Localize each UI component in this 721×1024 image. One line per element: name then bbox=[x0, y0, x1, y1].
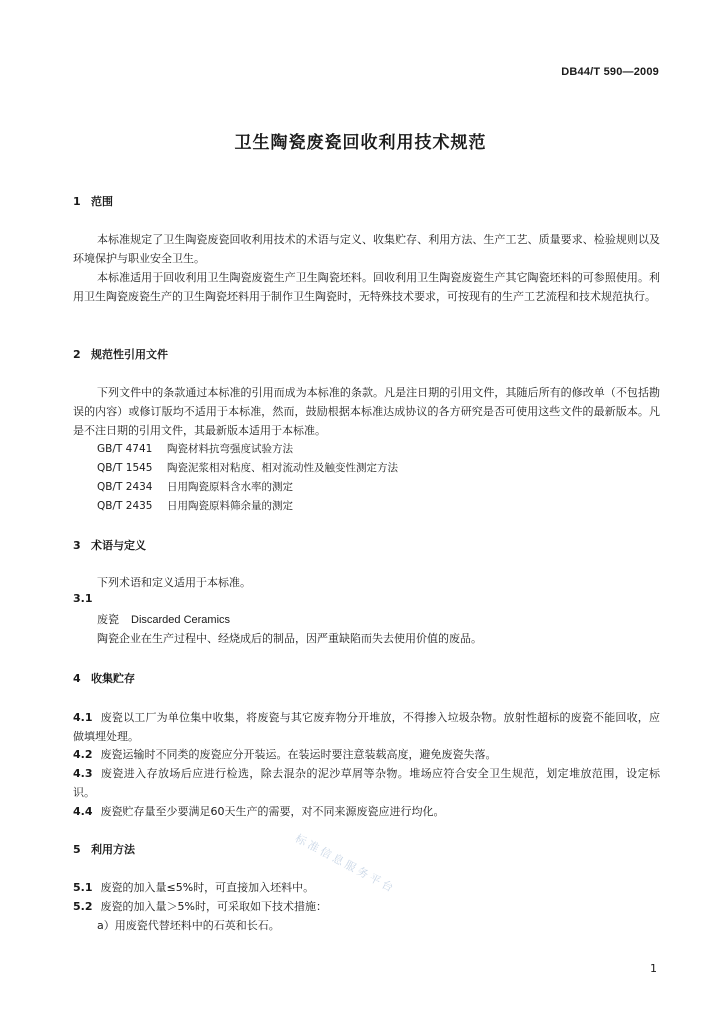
reference-item bbox=[97, 459, 398, 478]
section-1-heading bbox=[73, 193, 113, 209]
section-number: 1 bbox=[73, 195, 81, 208]
clause-text: 废瓷以工厂为单位集中收集，将废瓷与其它废弃物分开堆放，不得掺入垃圾杂物。放射性超标的废瓷不能回收，应做填埋处理。 bbox=[73, 711, 660, 743]
section-number: 5 bbox=[73, 843, 81, 856]
section-5-heading bbox=[73, 841, 135, 857]
reference-code: QB/T 2434 bbox=[97, 481, 153, 493]
section-number: 4 bbox=[73, 672, 81, 685]
clause-number: 5.1 bbox=[73, 881, 93, 894]
section-title: 范围 bbox=[91, 195, 113, 208]
standard-code: DB44/T 590—2009 bbox=[561, 66, 659, 78]
section-number: 3 bbox=[73, 539, 81, 552]
clause-text: 废瓷的加入量＞5%时，可采取如下技术措施： bbox=[100, 900, 327, 913]
reference-name: 日用陶瓷原料含水率的测定 bbox=[167, 481, 293, 493]
section-1-paragraph-2: 本标准适用于回收利用卫生陶瓷废瓷生产卫生陶瓷坯料。回收利用卫生陶瓷废瓷生产其它陶瓷坯料的可参照使用。利用卫生陶瓷废瓷生产的卫生陶瓷坯料用于制作卫生陶瓷时，无特殊技术要求，可按现有的生产工艺流程和技术规范执行。 bbox=[73, 271, 660, 303]
term-name bbox=[97, 611, 230, 627]
term-number: 3.1 bbox=[73, 592, 93, 605]
section-3-intro: 下列术语和定义适用于本标准。 bbox=[97, 576, 251, 589]
reference-code: GB/T 4741 bbox=[97, 443, 153, 455]
reference-item bbox=[97, 478, 398, 497]
clause-4-4 bbox=[73, 802, 660, 821]
clause-text: 废瓷贮存量至少要满足60天生产的需要，对不同来源废瓷应进行均化。 bbox=[100, 805, 445, 818]
section-3-heading bbox=[73, 537, 146, 553]
section-title: 规范性引用文件 bbox=[91, 348, 168, 361]
section-1-paragraph-1: 本标准规定了卫生陶瓷废瓷回收利用技术的术语与定义、收集贮存、利用方法、生产工艺、质量要求、检验规则以及环境保护与职业安全卫生。 bbox=[73, 233, 660, 265]
section-2-heading bbox=[73, 346, 168, 362]
watermark: 标准信息服务平台 bbox=[292, 831, 398, 896]
clause-5-2 bbox=[73, 897, 660, 916]
reference-list bbox=[97, 440, 398, 516]
clause-number: 5.2 bbox=[73, 900, 93, 913]
reference-name: 日用陶瓷原料筛余量的测定 bbox=[167, 500, 293, 512]
section-title: 收集贮存 bbox=[91, 672, 135, 685]
section-title: 术语与定义 bbox=[91, 539, 146, 552]
page-number: 1 bbox=[650, 962, 657, 975]
section-2-paragraph: 下列文件中的条款通过本标准的引用而成为本标准的条款。凡是注日期的引用文件，其随后所有的修改单（不包括勘误的内容）或修订版均不适用于本标准，然而，鼓励根据本标准达成协议的各方研究是否可使用这些文件的最新版本。凡是不注日期的引用文件，其最新版本适用于本标准。 bbox=[73, 386, 660, 437]
reference-name: 陶瓷泥浆相对粘度、相对流动性及触变性测定方法 bbox=[167, 462, 398, 474]
term-definition: 陶瓷企业在生产过程中、经烧成后的制品，因严重缺陷而失去使用价值的废品。 bbox=[97, 632, 482, 645]
reference-name: 陶瓷材料抗弯强度试验方法 bbox=[167, 443, 293, 455]
clause-text: 废瓷运输时不同类的废瓷应分开装运。在装运时要注意装载高度，避免废瓷失落。 bbox=[100, 748, 497, 761]
clause-text: 废瓷进入存放场后应进行检选，除去混杂的泥沙草屑等杂物。堆场应符合安全卫生规范，划定堆放范围，设定标识。 bbox=[73, 767, 660, 799]
reference-code: QB/T 1545 bbox=[97, 462, 153, 474]
clause-4-3 bbox=[73, 764, 660, 802]
clause-number: 4.2 bbox=[73, 748, 93, 761]
reference-code: QB/T 2435 bbox=[97, 500, 153, 512]
section-title: 利用方法 bbox=[91, 843, 135, 856]
document-title: 卫生陶瓷废瓷回收利用技术规范 bbox=[234, 133, 487, 153]
clause-number: 4.4 bbox=[73, 805, 93, 818]
clause-text: 废瓷的加入量≤5%时，可直接加入坯料中。 bbox=[100, 881, 315, 894]
clause-4-2 bbox=[73, 745, 660, 764]
clause-4-1 bbox=[73, 708, 660, 746]
reference-item bbox=[97, 497, 398, 516]
sub-item-a: a）用废瓷代替坯料中的石英和长石。 bbox=[97, 919, 280, 932]
term-chinese: 废瓷 bbox=[97, 613, 119, 626]
clause-number: 4.1 bbox=[73, 711, 93, 724]
term-english: Discarded Ceramics bbox=[131, 614, 231, 626]
section-number: 2 bbox=[73, 348, 81, 361]
clause-number: 4.3 bbox=[73, 767, 93, 780]
reference-item bbox=[97, 440, 398, 459]
section-4-heading bbox=[73, 670, 135, 686]
